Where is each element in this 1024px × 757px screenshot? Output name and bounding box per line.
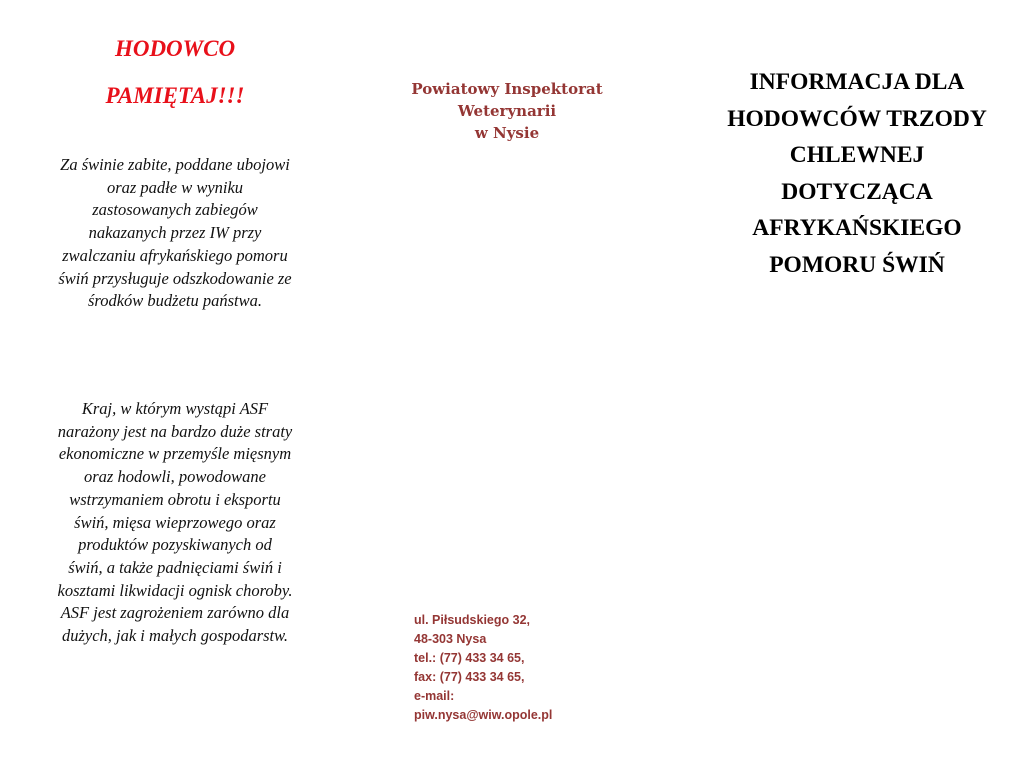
brochure-title — [690, 64, 1024, 283]
paragraph-line: świń, a także padnięciami świń i — [68, 557, 282, 577]
paragraph-line: ASF jest zagrożeniem zarówno dla — [60, 603, 290, 623]
title-line: POMORU ŚWIŃ — [769, 251, 945, 278]
paragraph-line: wstrzymaniem obrotu i eksportu — [69, 489, 281, 509]
fax: fax: (77) 433 34 65, — [414, 670, 525, 684]
middle-panel — [362, 0, 652, 757]
right-panel — [690, 0, 1024, 757]
paragraph-line: Za świnie zabite, poddane ubojowi — [60, 155, 290, 174]
paragraph-line: zastosowanych zabiegów — [92, 200, 258, 220]
paragraph-line: oraz hodowli, powodowane — [84, 467, 266, 487]
heading-pamietaj: PAMIĘTAJ!!! — [105, 83, 245, 108]
paragraph-line: narażony jest na bardzo duże straty — [57, 421, 293, 441]
title-line: AFRYKAŃSKIEGO — [752, 215, 962, 241]
contact-block — [414, 611, 552, 725]
paragraph-line: produktów pozyskiwanych od — [78, 535, 272, 555]
paragraph-line: ekonomiczne w przemyśle mięsnym — [58, 444, 292, 464]
org-line: w Nysie — [474, 124, 540, 142]
title-line: HODOWCÓW TRZODY — [727, 105, 987, 132]
paragraph-line: środków budżetu państwa. — [87, 291, 263, 311]
title-line: INFORMACJA DLA — [749, 69, 965, 95]
address-street: ul. Piłsudskiego 32, — [414, 613, 531, 627]
left-panel — [20, 0, 330, 757]
paragraph-line: Kraj, w którym wystąpi ASF — [81, 399, 269, 418]
address-city: 48-303 Nysa — [414, 632, 487, 646]
paragraph-line: dużych, jak i małych gospodarstw. — [61, 626, 289, 646]
org-line: Powiatowy Inspektorat — [411, 80, 603, 98]
email-label: e-mail: — [414, 689, 455, 703]
paragraph-line: zwalczaniu afrykańskiego pomoru — [62, 245, 288, 265]
title-line: DOTYCZĄCA — [781, 178, 933, 205]
compensation-paragraph — [20, 154, 330, 313]
phone: tel.: (77) 433 34 65, — [414, 651, 525, 665]
heading-hodowco: HODOWCO — [114, 36, 236, 61]
paragraph-line: kosztami likwidacji ognisk choroby. — [57, 580, 293, 600]
paragraph-line: oraz padłe w wyniku — [106, 177, 244, 197]
asf-impact-paragraph — [20, 398, 330, 648]
paragraph-line: świń, mięsa wieprzowego oraz — [74, 512, 276, 532]
paragraph-line: świń przysługuje odszkodowanie ze — [58, 268, 292, 288]
paragraph-line: nakazanych przez IW przy — [88, 223, 262, 243]
email-address: piw.nysa@wiw.opole.pl — [414, 708, 553, 722]
title-line: CHLEWNEJ — [789, 142, 925, 168]
org-line: Weterynarii — [457, 102, 557, 120]
organization-name — [362, 78, 652, 144]
